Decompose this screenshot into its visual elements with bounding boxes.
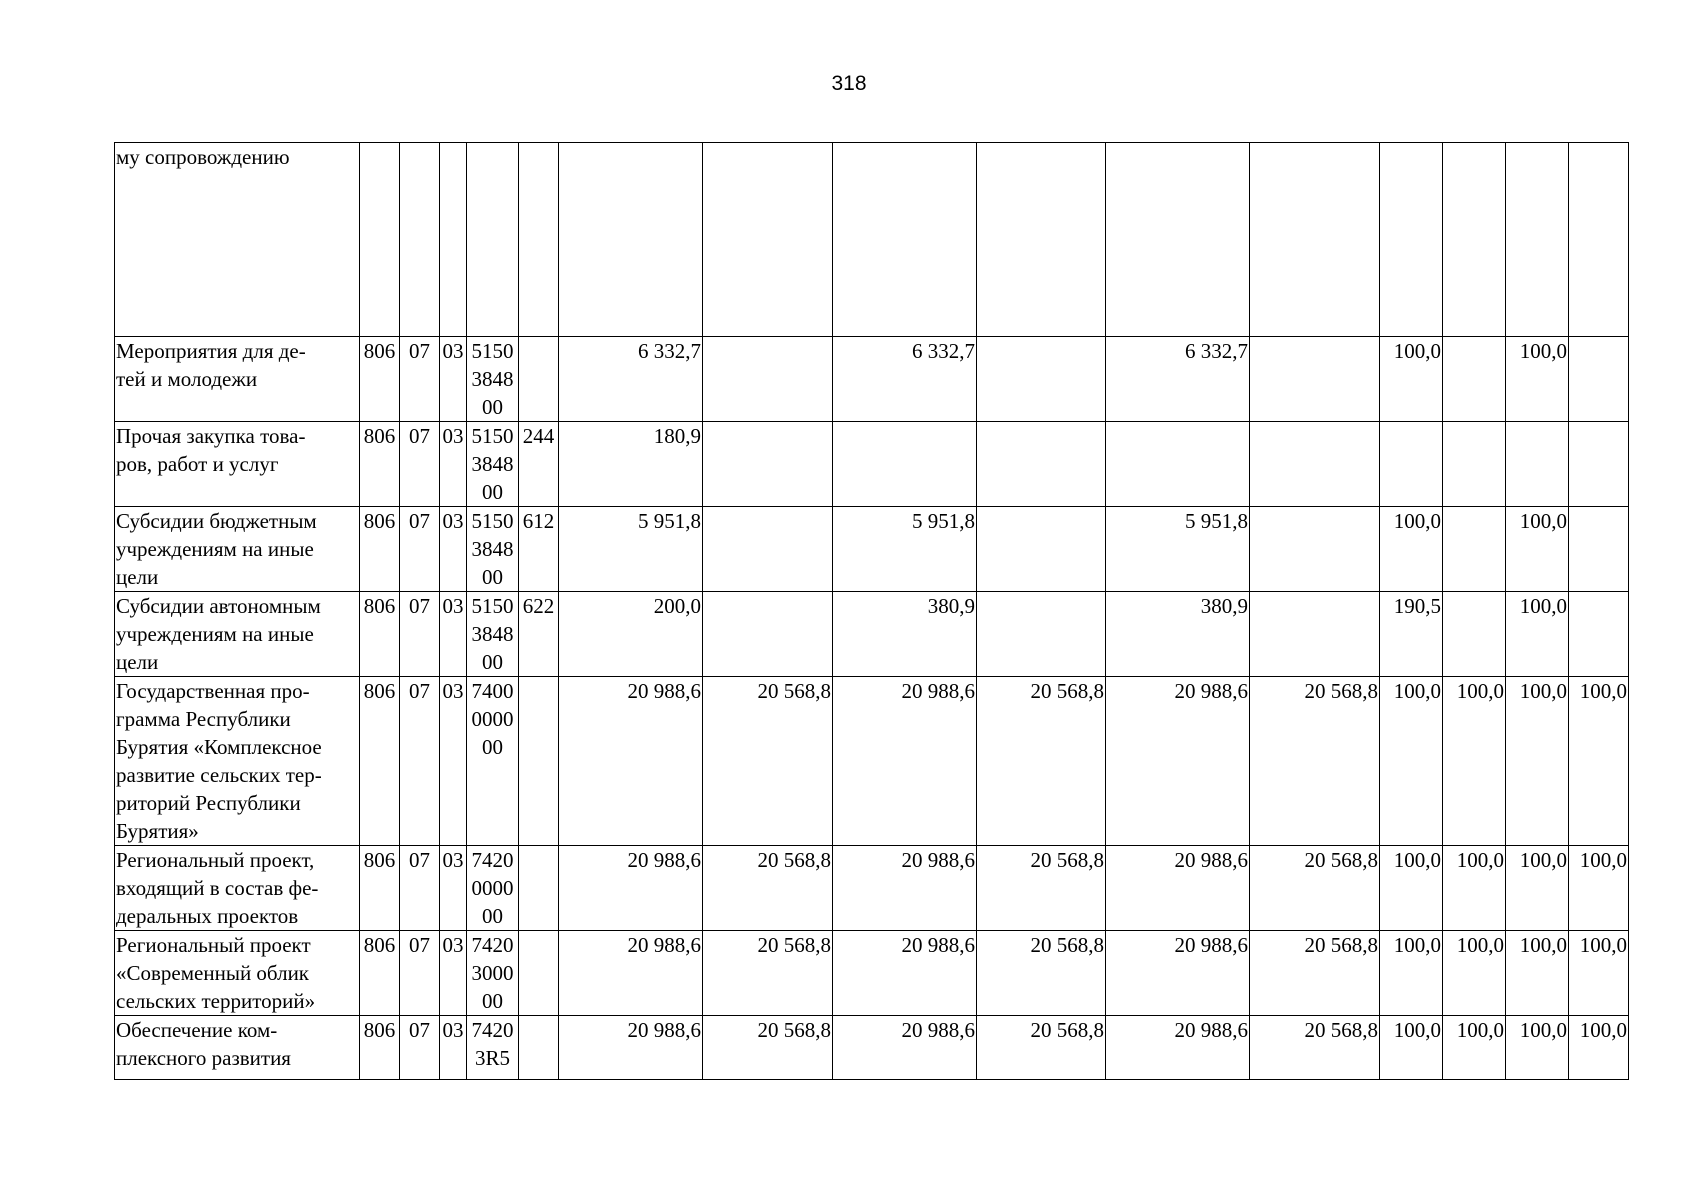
cell-percent-4 (1569, 507, 1629, 592)
cell-percent-3: 100,0 (1506, 677, 1569, 846)
cell-amount-1: 6 332,7 (559, 337, 703, 422)
cell-amount-2 (703, 592, 833, 677)
cell-amount-5: 380,9 (1106, 592, 1250, 677)
cell-amount-5: 20 988,6 (1106, 677, 1250, 846)
cell-amount-5: 20 988,6 (1106, 931, 1250, 1016)
cell-amount-2 (703, 143, 833, 337)
cell-percent-1: 190,5 (1380, 592, 1443, 677)
cell-row-name: Обеспечение ком- плексного развития (115, 1016, 360, 1080)
cell-amount-6 (1250, 592, 1380, 677)
cell-amount-5: 20 988,6 (1106, 846, 1250, 931)
cell-admin-code (360, 143, 400, 337)
cell-target-article-code: 5150 3848 00 (467, 592, 519, 677)
cell-target-article-code: 5150 3848 00 (467, 507, 519, 592)
cell-percent-2: 100,0 (1443, 846, 1506, 931)
cell-amount-6: 20 568,8 (1250, 1016, 1380, 1080)
cell-amount-3 (833, 143, 977, 337)
cell-expense-type-code (519, 143, 559, 337)
cell-amount-6 (1250, 337, 1380, 422)
cell-percent-4 (1569, 422, 1629, 507)
cell-admin-code: 806 (360, 507, 400, 592)
cell-expense-type-code: 622 (519, 592, 559, 677)
cell-target-article-code (467, 143, 519, 337)
cell-target-article-code: 7400 0000 00 (467, 677, 519, 846)
cell-amount-2 (703, 507, 833, 592)
cell-admin-code: 806 (360, 931, 400, 1016)
cell-subsection-code: 03 (440, 677, 467, 846)
cell-amount-3: 20 988,6 (833, 1016, 977, 1080)
cell-percent-4: 100,0 (1569, 846, 1629, 931)
cell-amount-6: 20 568,8 (1250, 846, 1380, 931)
cell-row-name: Прочая закупка това- ров, работ и услуг (115, 422, 360, 507)
cell-amount-4 (977, 507, 1106, 592)
cell-percent-1: 100,0 (1380, 677, 1443, 846)
cell-amount-6 (1250, 422, 1380, 507)
cell-row-name: Мероприятия для де- тей и молодежи (115, 337, 360, 422)
cell-row-name: Субсидии бюджетным учреждениям на иные цели (115, 507, 360, 592)
cell-percent-2 (1443, 337, 1506, 422)
cell-amount-4: 20 568,8 (977, 677, 1106, 846)
cell-percent-3: 100,0 (1506, 592, 1569, 677)
cell-section-code (400, 143, 440, 337)
cell-percent-2: 100,0 (1443, 677, 1506, 846)
cell-admin-code: 806 (360, 1016, 400, 1080)
cell-target-article-code: 5150 3848 00 (467, 337, 519, 422)
cell-percent-1: 100,0 (1380, 337, 1443, 422)
cell-amount-6 (1250, 143, 1380, 337)
table-row (115, 677, 1629, 846)
cell-admin-code: 806 (360, 677, 400, 846)
cell-amount-3: 5 951,8 (833, 507, 977, 592)
cell-admin-code: 806 (360, 337, 400, 422)
cell-amount-4 (977, 592, 1106, 677)
table-row (115, 846, 1629, 931)
cell-percent-4: 100,0 (1569, 677, 1629, 846)
table-row (115, 931, 1629, 1016)
cell-percent-1 (1380, 143, 1443, 337)
table-row (115, 1016, 1629, 1080)
cell-section-code: 07 (400, 422, 440, 507)
cell-percent-1: 100,0 (1380, 931, 1443, 1016)
cell-amount-5: 20 988,6 (1106, 1016, 1250, 1080)
table-row (115, 592, 1629, 677)
cell-amount-5: 6 332,7 (1106, 337, 1250, 422)
cell-row-name: Региональный проект «Современный облик сельских территорий» (115, 931, 360, 1016)
cell-amount-1: 180,9 (559, 422, 703, 507)
cell-target-article-code: 5150 3848 00 (467, 422, 519, 507)
cell-section-code: 07 (400, 1016, 440, 1080)
cell-amount-3: 20 988,6 (833, 931, 977, 1016)
cell-subsection-code: 03 (440, 846, 467, 931)
cell-percent-1 (1380, 422, 1443, 507)
cell-expense-type-code (519, 846, 559, 931)
cell-subsection-code: 03 (440, 337, 467, 422)
cell-percent-4 (1569, 143, 1629, 337)
cell-amount-5 (1106, 422, 1250, 507)
cell-subsection-code: 03 (440, 931, 467, 1016)
cell-percent-2: 100,0 (1443, 1016, 1506, 1080)
cell-amount-1: 200,0 (559, 592, 703, 677)
cell-admin-code: 806 (360, 592, 400, 677)
cell-amount-2: 20 568,8 (703, 931, 833, 1016)
cell-percent-4 (1569, 337, 1629, 422)
cell-target-article-code: 7420 0000 00 (467, 846, 519, 931)
cell-percent-4: 100,0 (1569, 1016, 1629, 1080)
cell-admin-code: 806 (360, 422, 400, 507)
cell-section-code: 07 (400, 677, 440, 846)
cell-amount-2: 20 568,8 (703, 1016, 833, 1080)
cell-row-name: Субсидии автономным учреждениям на иные цели (115, 592, 360, 677)
cell-amount-6: 20 568,8 (1250, 931, 1380, 1016)
cell-subsection-code: 03 (440, 422, 467, 507)
cell-amount-1: 20 988,6 (559, 846, 703, 931)
cell-section-code: 07 (400, 846, 440, 931)
cell-amount-3: 380,9 (833, 592, 977, 677)
cell-expense-type-code (519, 931, 559, 1016)
cell-amount-1: 5 951,8 (559, 507, 703, 592)
cell-amount-6: 20 568,8 (1250, 677, 1380, 846)
cell-percent-2 (1443, 507, 1506, 592)
cell-percent-1: 100,0 (1380, 507, 1443, 592)
cell-amount-1: 20 988,6 (559, 1016, 703, 1080)
cell-percent-2 (1443, 592, 1506, 677)
cell-target-article-code: 7420 3R5 (467, 1016, 519, 1080)
cell-percent-1: 100,0 (1380, 1016, 1443, 1080)
cell-amount-3: 20 988,6 (833, 677, 977, 846)
cell-row-name: Государственная про- грамма Республики Бурятия «Комплексное развитие сельских тер- риторий Республики Бурятия» (115, 677, 360, 846)
cell-percent-3: 100,0 (1506, 846, 1569, 931)
table-row (115, 143, 1629, 337)
cell-percent-3: 100,0 (1506, 931, 1569, 1016)
cell-row-name: му сопровождению (115, 143, 360, 337)
cell-subsection-code: 03 (440, 507, 467, 592)
cell-admin-code: 806 (360, 846, 400, 931)
cell-amount-4 (977, 422, 1106, 507)
cell-amount-5: 5 951,8 (1106, 507, 1250, 592)
cell-amount-4: 20 568,8 (977, 931, 1106, 1016)
cell-percent-2 (1443, 143, 1506, 337)
cell-percent-2 (1443, 422, 1506, 507)
cell-percent-2: 100,0 (1443, 931, 1506, 1016)
cell-expense-type-code (519, 677, 559, 846)
cell-amount-4: 20 568,8 (977, 846, 1106, 931)
table-row (115, 422, 1629, 507)
cell-amount-4 (977, 337, 1106, 422)
cell-percent-3: 100,0 (1506, 337, 1569, 422)
cell-amount-2 (703, 422, 833, 507)
cell-percent-3: 100,0 (1506, 1016, 1569, 1080)
cell-percent-3 (1506, 422, 1569, 507)
cell-amount-6 (1250, 507, 1380, 592)
cell-amount-1: 20 988,6 (559, 677, 703, 846)
cell-amount-2: 20 568,8 (703, 846, 833, 931)
cell-subsection-code: 03 (440, 592, 467, 677)
cell-expense-type-code: 244 (519, 422, 559, 507)
table-row (115, 507, 1629, 592)
cell-amount-1: 20 988,6 (559, 931, 703, 1016)
cell-section-code: 07 (400, 337, 440, 422)
table-row (115, 337, 1629, 422)
page-number: 318 (831, 72, 867, 95)
cell-amount-5 (1106, 143, 1250, 337)
cell-section-code: 07 (400, 592, 440, 677)
cell-section-code: 07 (400, 507, 440, 592)
cell-target-article-code: 7420 3000 00 (467, 931, 519, 1016)
cell-section-code: 07 (400, 931, 440, 1016)
cell-subsection-code (440, 143, 467, 337)
cell-amount-2 (703, 337, 833, 422)
cell-amount-4 (977, 143, 1106, 337)
cell-expense-type-code (519, 1016, 559, 1080)
cell-amount-2: 20 568,8 (703, 677, 833, 846)
cell-amount-1 (559, 143, 703, 337)
cell-percent-4 (1569, 592, 1629, 677)
cell-percent-4: 100,0 (1569, 931, 1629, 1016)
cell-amount-3: 20 988,6 (833, 846, 977, 931)
cell-amount-3 (833, 422, 977, 507)
cell-row-name: Региональный проект, входящий в состав фе- деральных проектов (115, 846, 360, 931)
cell-subsection-code: 03 (440, 1016, 467, 1080)
cell-expense-type-code: 612 (519, 507, 559, 592)
cell-amount-4: 20 568,8 (977, 1016, 1106, 1080)
cell-amount-3: 6 332,7 (833, 337, 977, 422)
cell-expense-type-code (519, 337, 559, 422)
cell-percent-3 (1506, 143, 1569, 337)
budget-table (114, 142, 1629, 1080)
cell-percent-1: 100,0 (1380, 846, 1443, 931)
cell-percent-3: 100,0 (1506, 507, 1569, 592)
